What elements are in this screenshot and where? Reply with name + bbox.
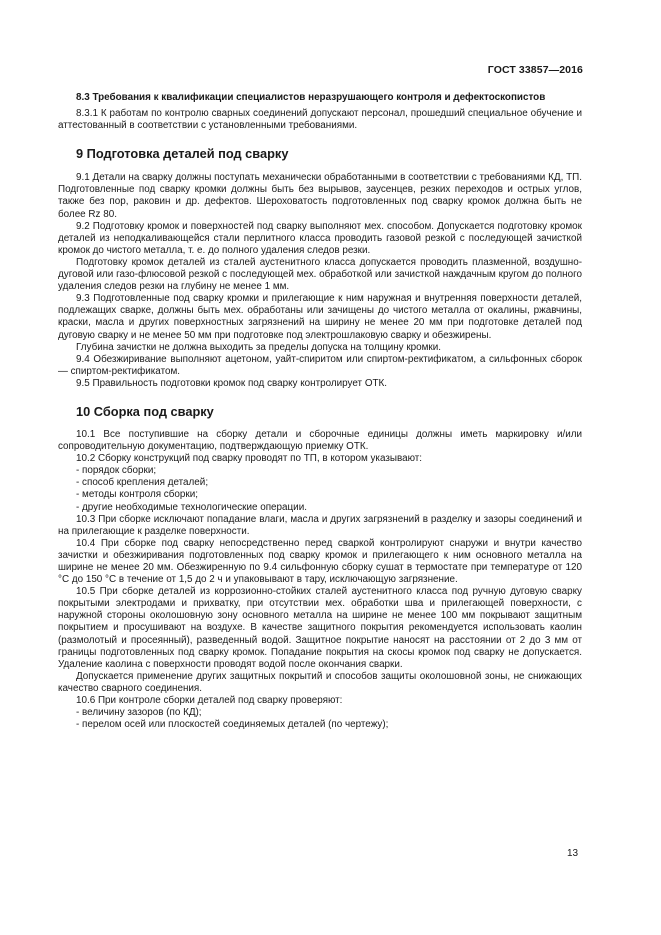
paragraph-10-4: 10.4 При сборке под сварку непосредственно перед сваркой контролируют снаружи и внутри качество зачистки и обезжиривания подготовленных под сварку кромок и прилегающего к ним основного металла на ширине не менее 20 мм. Обезжиренную по 9.4 сильфонную сборку сушат в термостате при температуре от 120 °С до 150 °С в течение от 1,5 до 2 ч и упаковывают в тару, исключающую загрязнение. bbox=[58, 537, 582, 586]
section-10-heading: 10 Сборка под сварку bbox=[76, 403, 214, 419]
list-item: - перелом осей или плоскостей соединяемых деталей (по чертежу); bbox=[76, 719, 389, 731]
section-9-heading: 9 Подготовка деталей под сварку bbox=[76, 146, 289, 162]
list-item: - порядок сборки; bbox=[76, 465, 157, 477]
page-body bbox=[58, 92, 582, 731]
document-id-header: ГОСТ 33857—2016 bbox=[487, 64, 583, 76]
paragraph-10-5: 10.5 При сборке деталей из коррозионно-стойких сталей аустенитного класса под ручную дуговую сварку покрытыми электродами и прихватку, при отсутствии мех. обработки шва и прилегающей поверхности, с наружной стороны околошовную зону основного металла на ширине не менее 100 мм покрывают защитным покрытием и просушивают на воздухе. В качестве защитного покрытия рекомендуется использовать каолин (размолотый и просеянный), разведенный водой. Защитное покрытие наносят на расстоянии от 2 до 3 мм от границы подготовленных под сварку кромок. Попадание покрытия на скосы кромок под сварку не допускается. Удаление каолина с поверхности проводят водой после окончания сварки. bbox=[58, 586, 582, 670]
paragraph-9-3: 9.3 Подготовленные под сварку кромки и прилегающие к ним наружная и внутренняя поверхности деталей, подлежащих сварке, должны быть мех. обработаны или зачищены до чистого металла от окалины, ржавчины, краски, масла и других поверхностных загрязнений на ширину не менее 20 мм при подготовке деталей под дуговую сварку и не менее 50 мм при подготовке под электрошлаковую сварку и обезжирены. bbox=[58, 293, 582, 341]
paragraph-10-2: 10.2 Сборку конструкций под сварку проводят по ТП, в котором указывают: bbox=[76, 453, 423, 465]
paragraph-9-1: 9.1 Детали на сварку должны поступать механически обработанными в соответствии с требованиями КД, ТП. Подготовленные под сварку кромки должны быть без вырывов, заусенцев, резких переходов и острых углов, также без пор, раковин и др. дефектов. Шероховатость подготовленных под сварку кромок должна быть не более Rz 80. bbox=[58, 172, 582, 220]
paragraph-10-3: 10.3 При сборке исключают попадание влаги, масла и других загрязнений в разделку и зазоры соединений и на прилегающие к разделке поверхности. bbox=[58, 513, 582, 537]
paragraph-10-5-cont: Допускается применение других защитных покрытий и способов защиты околошовной зоны, не снижающих качество сварного соединения. bbox=[58, 670, 582, 694]
paragraph-9-4: 9.4 Обезжиривание выполняют ацетоном, уайт-спиритом или спиртом-ректификатом, а сильфонных сборок — спиртом-ректификатом. bbox=[58, 353, 582, 377]
paragraph-9-5: 9.5 Правильность подготовки кромок под сварку контролирует ОТК. bbox=[76, 377, 388, 389]
paragraph-10-1: 10.1 Все поступившие на сборку детали и сборочные единицы должны иметь маркировку и/или сопроводительную документацию, подтверждающую приемку ОТК. bbox=[58, 428, 582, 453]
list-item: - величину зазоров (по КД); bbox=[76, 707, 202, 719]
paragraph-9-2: 9.2 Подготовку кромок и поверхностей под сварку выполняют мех. способом. Допускается подготовку кромок деталей из неподкаливающейся стали перлитного класса проводить газовой резкой с последующей зачисткой кромок до чистого металла, т. е. до полного удаления следов резки. bbox=[58, 220, 582, 256]
page-number: 13 bbox=[567, 848, 579, 859]
paragraph-8-3-1: 8.3.1 К работам по контролю сварных соединений допускают персонал, прошедший специальное обучение и аттестованный в соответствии с установленными требованиями. bbox=[58, 108, 582, 132]
paragraph-9-2-cont: Подготовку кромок деталей из сталей аустенитного класса допускается проводить плазменной, воздушно-дуговой или газо-флюсовой резкой с последующей мех. обработкой или зачисткой наждачным кругом до полного удаления следов резки на глубину не менее 1 мм. bbox=[58, 256, 582, 293]
list-item: - способ крепления деталей; bbox=[76, 477, 209, 489]
list-item: - другие необходимые технологические операции. bbox=[76, 501, 307, 513]
list-item: - методы контроля сборки; bbox=[76, 489, 198, 501]
paragraph-10-6: 10.6 При контроле сборки деталей под сварку проверяют: bbox=[76, 695, 343, 707]
paragraph-9-3-cont: Глубина зачистки не должна выходить за пределы допуска на толщину кромки. bbox=[76, 341, 442, 353]
section-8-3-heading: 8.3 Требования к квалификации специалистов неразрушающего контроля и дефектоскопистов bbox=[76, 92, 546, 103]
